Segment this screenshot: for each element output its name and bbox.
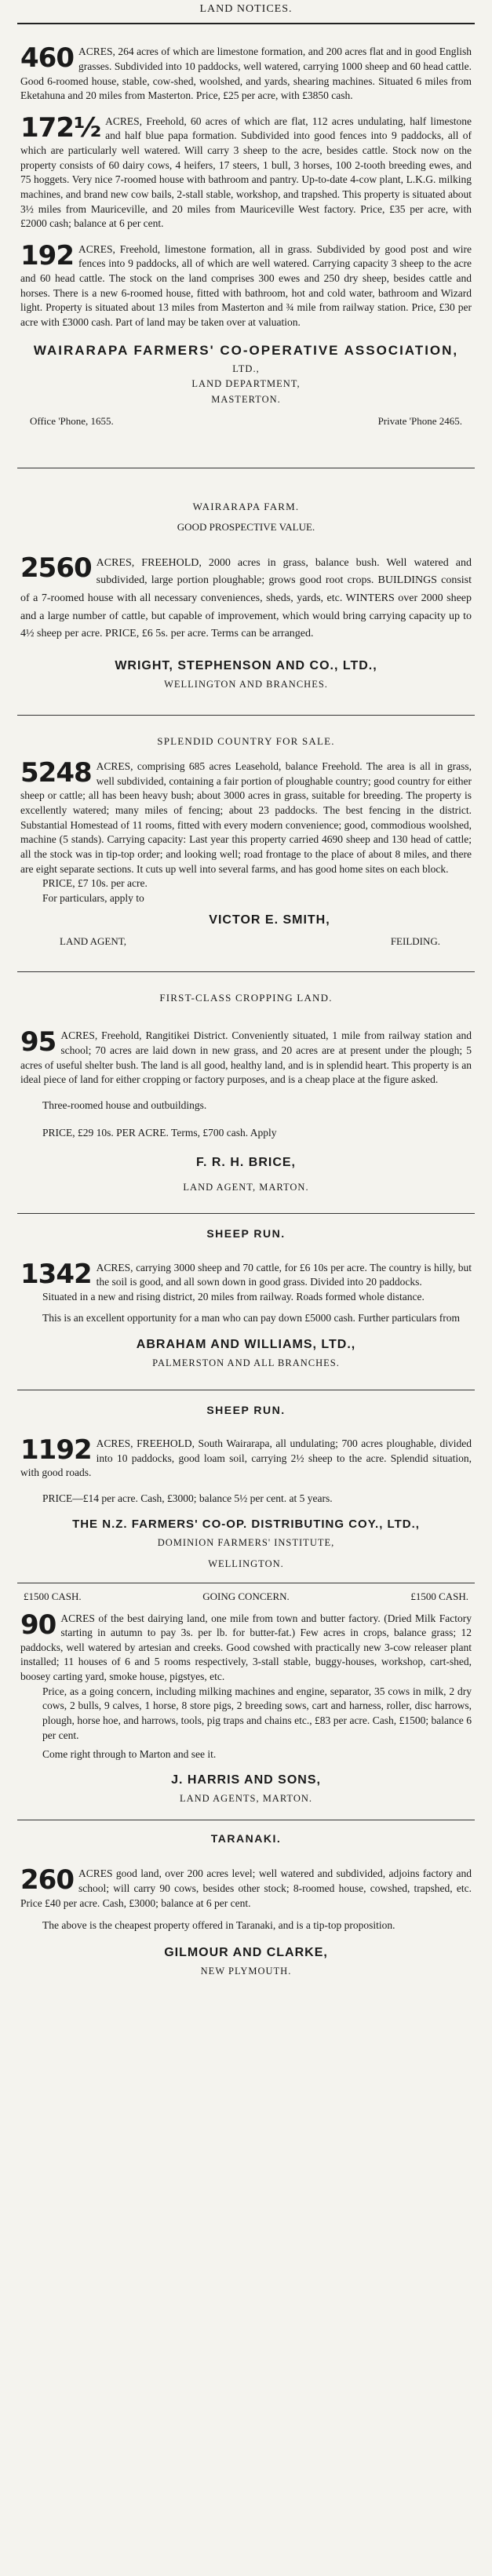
price: PRICE, £7 10s. per acre. — [42, 877, 148, 890]
listing-text: ACRES, carrying 3000 sheep and 70 cattle, for £6 10s per acre. The country is hilly, but the soil is good, and all sown down in good grass. Divided into 20 paddocks. — [96, 1261, 472, 1288]
acreage-number: 5248 — [20, 760, 92, 789]
agent-name: THE N.Z. FARMERS' CO-OP. DISTRIBUTING COY., LTD., — [72, 1518, 420, 1532]
acreage-number: 192 — [20, 242, 74, 271]
agent-name: J. HARRIS AND SONS, — [171, 1773, 321, 1787]
cash-right: £1500 CASH. — [410, 1590, 468, 1602]
acreage-number: 95 — [20, 1029, 56, 1058]
listing-text: ACRES good land, over 200 acres level; well watered and subdivided, adjoins factory and school; will carry 90 cows, besides other stock; 8-roomed house, cowshed, trapshed, etc. Price £40 per acre. Cash, £3000; balance at 6 per cent. — [20, 1867, 472, 1909]
acreage-number: 460 — [20, 45, 74, 75]
listing-5248 — [20, 760, 472, 876]
ad-header-row — [24, 1590, 468, 1604]
house-note: Three-roomed house and outbuildings. — [42, 1099, 207, 1111]
acreage-number: 260 — [20, 1867, 74, 1896]
agent-role: LAND AGENTS, MARTON. — [179, 1792, 313, 1804]
listing-text: ACRES, Freehold, Rangitikei District. Conveniently situated, 1 mile from railway station and school; 70 acres are laid down in new grass, and 20 acres are at present under the plough; 5 acres of useful shelter bush. The land is all good, healthy land, and is in splendid heart. This property is an ideal piece of land for either cropping or factory purposes, and is a cheap place at the figure asked. — [20, 1029, 472, 1086]
divider — [17, 23, 475, 24]
divider — [17, 1213, 475, 1214]
agent-branches: WELLINGTON AND BRANCHES. — [164, 679, 328, 690]
section-title: LAND NOTICES. — [199, 3, 293, 15]
ad-subhead: GOOD PROSPECTIVE VALUE. — [177, 520, 315, 533]
divider — [17, 971, 475, 972]
agent-name: WRIGHT, STEPHENSON AND CO., LTD., — [115, 658, 377, 672]
listing-text: ACRES, FREEHOLD, 2000 acres in grass, balance bush. Well watered and subdivided, large portion ploughable; grows good root crops. BUILDINGS consist of a 7-roomed house with all necessary conveniences, sheds, yards, etc. WINTERS over 2000 sheep and a large number of cattle, but capable of improvement, which would bring carrying capacity up to 4½ sheep per acre. PRICE, £6 5s. per acre. Terms can be arranged. — [20, 556, 472, 640]
agent-role: LAND AGENT, MARTON. — [183, 1182, 309, 1193]
visit-note: Come right through to Marton and see it. — [42, 1748, 217, 1761]
office-phone: Office 'Phone, 1655. — [30, 414, 114, 427]
listing-text: ACRES of the best dairying land, one mile from town and butter factory. (Dried Milk Factory starting in autumn to pay 3s. per lb. for butter-fat.) Few acres in crops, balance grass; 12 paddocks, well watered by artesian and creeks. Good cowshed with practically new 3-cow releaser plant installed; 11 houses of 6 and 5 rooms respectively, 3-stall stable, buggy-houses, workshop, cart-shed, boosey carting yard, smoke house, pigstyes, etc. — [20, 1612, 472, 1683]
listing-1192 — [20, 1437, 472, 1481]
divider — [17, 715, 475, 716]
agent-town: NEW PLYMOUTH. — [200, 1966, 292, 1977]
acreage-number: 1192 — [20, 1436, 92, 1466]
agent-branches: PALMERSTON AND ALL BRANCHES. — [152, 1357, 340, 1369]
ad-heading: FIRST-CLASS CROPPING LAND. — [159, 992, 333, 1004]
phone-row — [30, 414, 462, 428]
acreage-number: 90 — [20, 1611, 56, 1641]
agent-department: LAND DEPARTMENT, — [191, 378, 301, 390]
listing-text: ACRES, Freehold, limestone formation, all in grass. Subdivided by good post and wire fences into 9 paddocks, all of which are well watered. Carrying capacity 3 sheep to the acre and 60 head cattle. The stock on the land comprises 300 ewes and 250 dry sheep, besides cattle and horses. There is a new 6-roomed house, fitted with bathroom, hot and cold water, bathroom and Wizard light. Property is situated about 13 miles from Masterton and ¾ mile from railway station. Price, £30 per acre with £3000 cash. Part of land may be taken over at valuation. — [20, 242, 472, 328]
listing-192 — [20, 242, 472, 330]
listing-460 — [20, 45, 472, 104]
summary-note: The above is the cheapest property offered in Taranaki, and is a tip-top proposition. — [42, 1919, 395, 1932]
agent-name: ABRAHAM AND WILLIAMS, LTD., — [136, 1338, 356, 1352]
agent-details — [60, 935, 440, 949]
agent-ltd: LTD., — [232, 363, 260, 375]
agent-institute: DOMINION FARMERS' INSTITUTE, — [157, 1537, 335, 1549]
location-note: Situated in a new and rising district, 20 miles from railway. Roads formed whole distance. — [42, 1291, 425, 1303]
acreage-number: 2560 — [20, 554, 92, 584]
agent-name: VICTOR E. SMITH, — [209, 913, 330, 927]
agent-role: LAND AGENT, — [60, 935, 126, 947]
private-phone: Private 'Phone 2465. — [377, 414, 462, 427]
ad-heading: SHEEP RUN. — [206, 1403, 286, 1416]
cash-left: £1500 CASH. — [24, 1590, 82, 1602]
ad-heading: GOING CONCERN. — [202, 1590, 290, 1602]
listing-1342 — [20, 1261, 472, 1290]
listing-text: ACRES, FREEHOLD, South Wairarapa, all undulating; 700 acres ploughable, divided into 10 paddocks, good loam soil, carrying 2½ sheep to the acre. Splendid situation, with good roads. — [20, 1437, 472, 1479]
agent-name: GILMOUR AND CLARKE, — [164, 1945, 328, 1959]
agent-town: FEILDING. — [390, 935, 440, 947]
acreage-number: 172½ — [20, 114, 101, 144]
listing-172 — [20, 115, 472, 231]
price: PRICE, £29 10s. PER ACRE. Terms, £700 cash. Apply — [42, 1126, 277, 1139]
ad-heading: TARANAKI. — [210, 1832, 282, 1845]
agent-name: F. R. H. BRICE, — [195, 1156, 296, 1170]
agent-name: WAIRARAPA FARMERS' CO-OPERATIVE ASSOCIATION, — [33, 342, 459, 358]
ad-heading: WAIRARAPA FARM. — [192, 500, 300, 512]
listing-90 — [20, 1612, 472, 1685]
listing-text: ACRES, comprising 685 acres Leasehold, balance Freehold. The area is all in grass, well subdivided, containing a fair portion of ploughable country; good country for either sheep or cattle; all has been heavy bush; about 3000 acres in grass, suitable for breeding. The property is excellently watered; many miles of fencing; about 23 paddocks. The best fencing in the district. Substantial Homestead of 11 rooms, fitted with every modern convenience; good, commodious woolshed, machine (5 stands). Carrying capacity: Last year this property carried 4690 sheep and 130 head of cattle; all the stock was in tip-top order; and looking well; road frontage to the place of about 8 miles, and there are eight separate sections. It cuts up well into several farms, and has good home sites on each block. — [20, 760, 472, 875]
agent-town: WELLINGTON. — [208, 1558, 284, 1570]
listing-260 — [20, 1867, 472, 1911]
price: PRICE—£14 per acre. Cash, £3000; balance 5½ per cent. at 5 years. — [42, 1492, 333, 1504]
listing-text: ACRES, 264 acres of which are limestone formation, and 200 acres flat and in good English grasses. Subdivided into 10 paddocks, well watered, carrying 1000 sheep and 60 head cattle. Good 6-roomed house, stable, cow-shed, woolshed, and yards, shearing machines. Situated 6 miles from Eketahuna and 20 miles from Masterton. Price, £25 per acre, with £3850 cash. — [20, 46, 472, 102]
listing-95 — [20, 1029, 472, 1088]
listing-2560 — [20, 555, 472, 643]
opportunity-note: This is an excellent opportunity for a man who can pay down £5000 cash. Further particulars from — [42, 1311, 460, 1324]
agent-town: MASTERTON. — [211, 393, 281, 405]
price-note: Price, as a going concern, including milking machines and engine, separator, 35 cows in milk, 2 dry cows, 2 bulls, 9 calves, 1 horse, 8 store pigs, 2 breeding sows, cart and harness, roller, disc harrows, plough, horse hoe, and harrows, tools, pig traps and chains etc., £83 per acre. Cash, £1500; balance 6 per cent. — [42, 1685, 472, 1741]
ad-heading: SPLENDID COUNTRY FOR SALE. — [157, 735, 335, 748]
acreage-number: 1342 — [20, 1260, 92, 1290]
ad-heading: SHEEP RUN. — [206, 1227, 286, 1241]
particulars: For particulars, apply to — [42, 891, 144, 904]
listing-text: ACRES, Freehold, 60 acres of which are flat, 112 acres undulating, half limestone and half blue papa formation. Subdivided into good fences into 9 paddocks, all of which are particularly well watered. Will carry 3 sheep to the acre, besides cattle. Stock now on the property consists of 60 dairy cows, 4 heifers, 17 steers, 1 bull, 3 horses, 100 2-tooth breeding ewes, and 75 hoggets. Very nice 7-roomed house with bathroom and pantry. Up-to-date 4-cow plant, L.K.G. milking machines, and brand new cow bails, 2-stall stable, workshop, and trapshed. This property is situated about 3½ miles from Mauriceville, and 20 miles from Mauriceville West factory. Price, £35 per acre, with £2000 cash; balance at 6 per cent. — [20, 115, 472, 230]
